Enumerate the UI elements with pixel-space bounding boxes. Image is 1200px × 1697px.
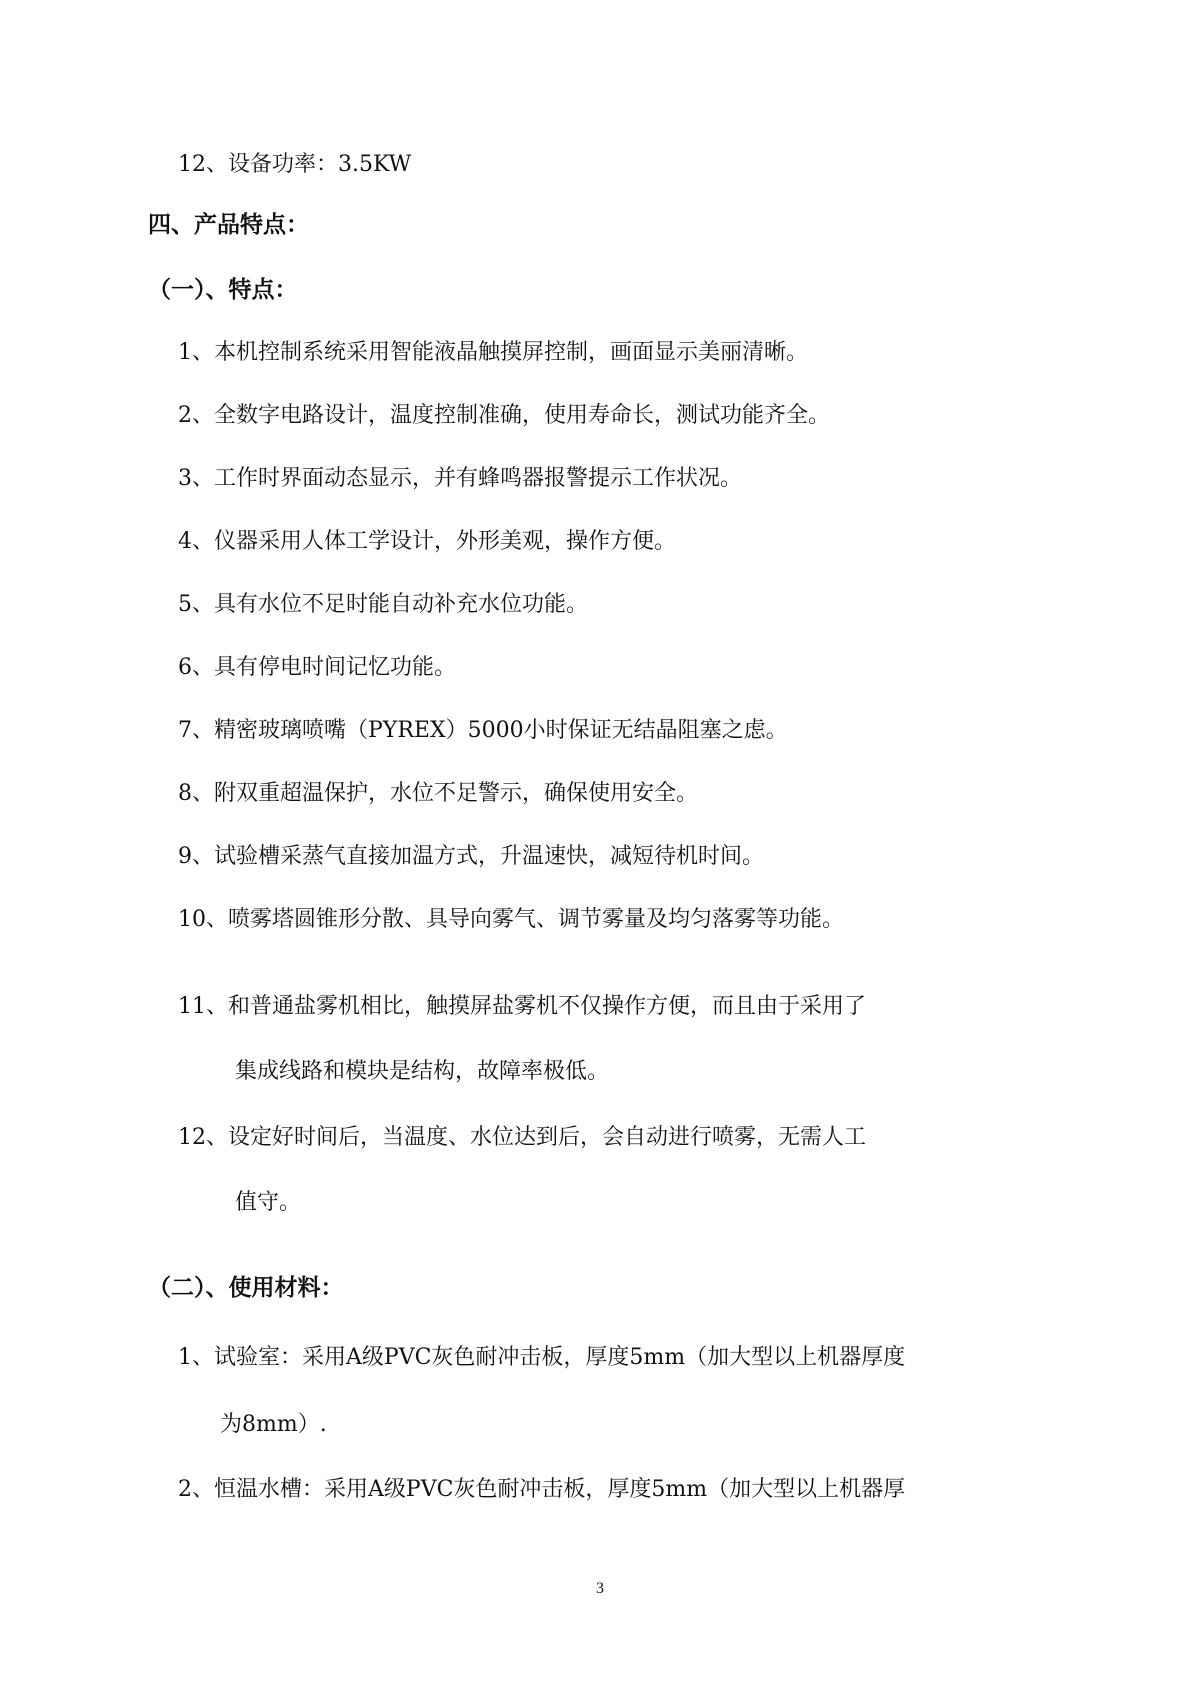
paragraph-line: 5、具有水位不足时能自动补充水位功能。: [178, 592, 588, 617]
paragraph-line: 2、恒温水槽：采用A级PVC灰色耐冲击板，厚度5mm（加大型以上机器厚: [178, 1477, 906, 1502]
paragraph-line: 集成线路和模块是结构，故障率极低。: [235, 1059, 610, 1084]
paragraph-line: 值守。: [235, 1190, 302, 1215]
section-heading: 四、产品特点：: [148, 212, 309, 238]
paragraph-line: 为8mm）.: [220, 1412, 327, 1437]
paragraph-line: 12、设备功率：3.5KW: [178, 152, 412, 177]
paragraph-line: 10、喷雾塔圆锥形分散、具导向雾气、调节雾量及均匀落雾等功能。: [178, 907, 844, 932]
paragraph-line: 7、精密玻璃喷嘴（PYREX）5000小时保证无结晶阻塞之虑。: [178, 718, 788, 743]
paragraph-line: 12、设定好时间后，当温度、水位达到后，会自动进行喷雾，无需人工: [178, 1125, 866, 1150]
paragraph-line: 3、工作时界面动态显示，并有蜂鸣器报警提示工作状况。: [178, 466, 742, 491]
paragraph-line: 8、附双重超温保护，水位不足警示，确保使用安全。: [178, 781, 698, 806]
section-heading: （二）、使用材料：: [148, 1275, 344, 1301]
paragraph-line: 9、试验槽采蒸气直接加温方式，升温速快，减短待机时间。: [178, 844, 764, 869]
page-number: 3: [596, 1580, 604, 1597]
section-heading: （一）、特点：: [148, 277, 298, 303]
paragraph-line: 4、仪器采用人体工学设计，外形美观，操作方便。: [178, 529, 676, 554]
paragraph-line: 2、全数字电路设计，温度控制准确，使用寿命长，测试功能齐全。: [178, 403, 830, 428]
paragraph-line: 1、试验室：采用A级PVC灰色耐冲击板，厚度5mm（加大型以上机器厚度: [178, 1345, 906, 1370]
paragraph-line: 11、和普通盐雾机相比，触摸屏盐雾机不仅操作方便，而且由于采用了: [178, 994, 866, 1019]
paragraph-line: 1、本机控制系统采用智能液晶触摸屏控制，画面显示美丽清晰。: [178, 340, 808, 365]
paragraph-line: 6、具有停电时间记忆功能。: [178, 655, 456, 680]
